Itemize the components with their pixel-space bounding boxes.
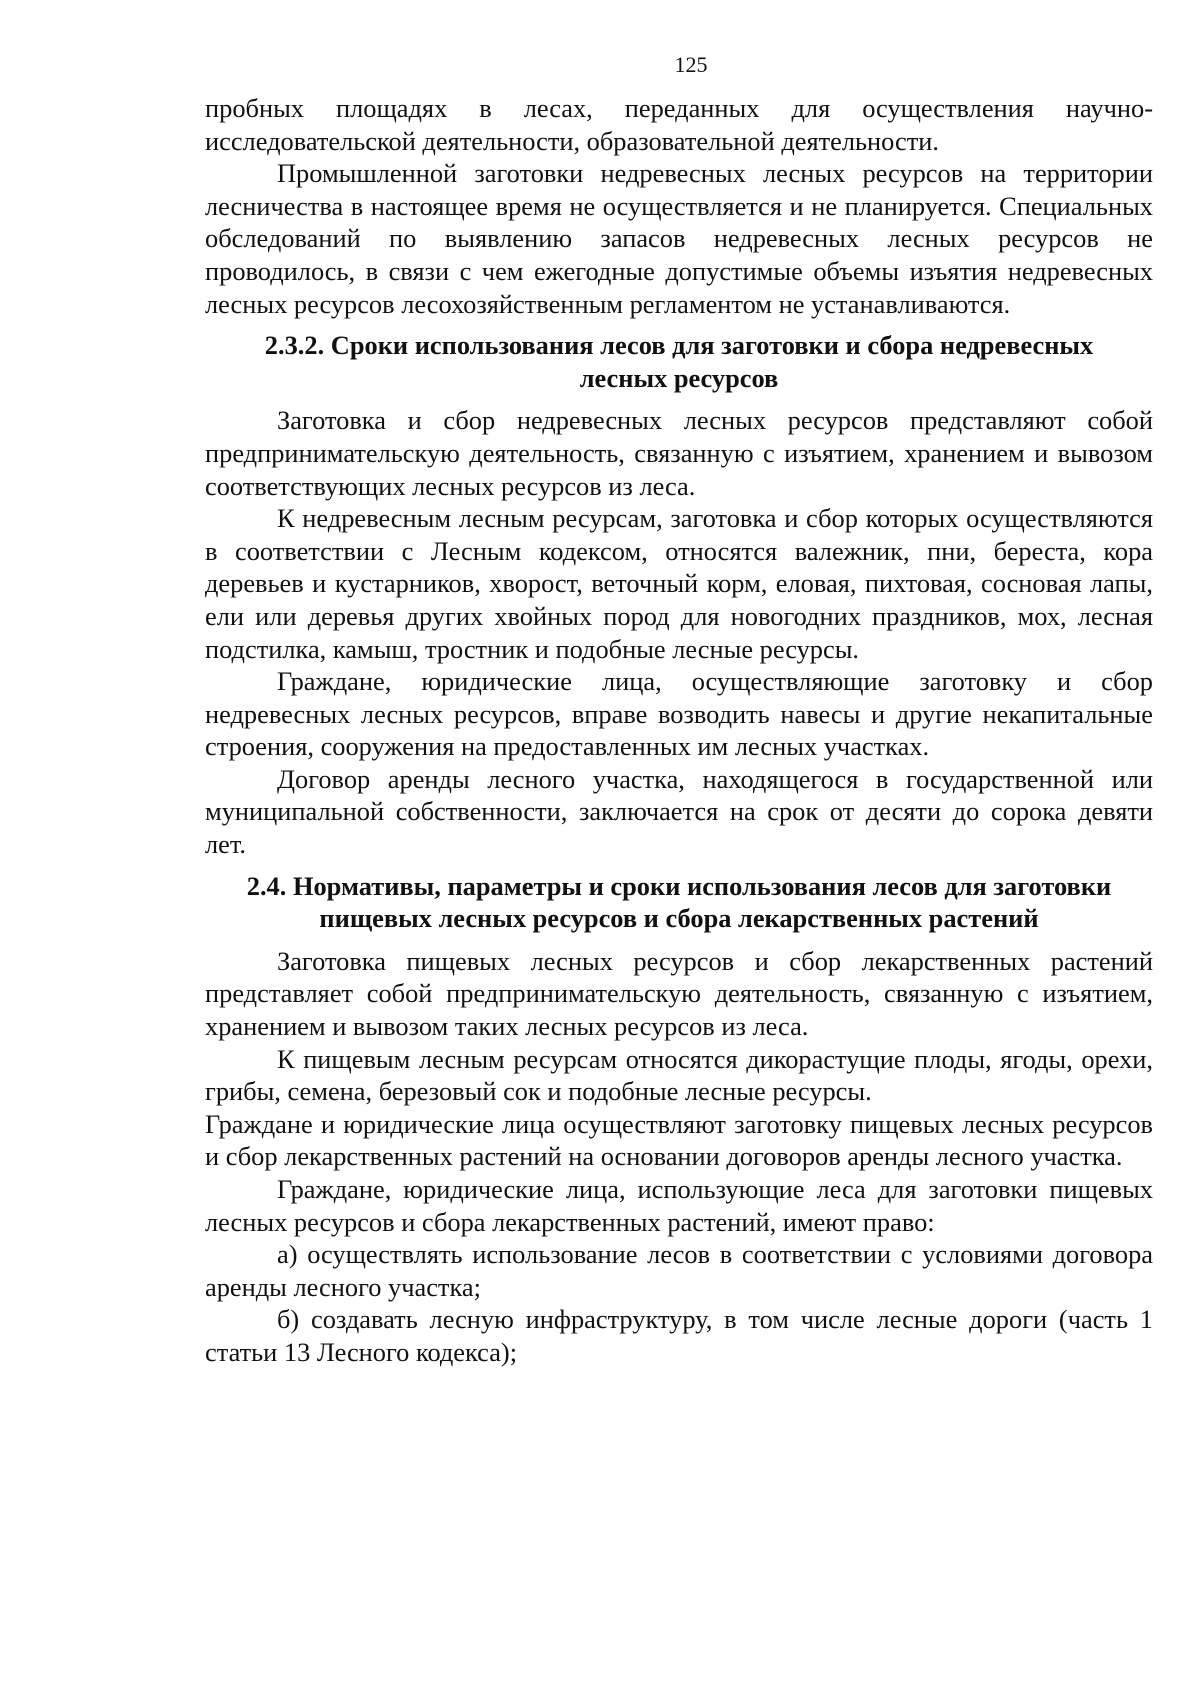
- paragraph-lease-term: Договор аренды лесного участка, находящегося в государственной или муниципальной собственности, заключается на срок от десяти до сорока девяти лет.: [205, 763, 1153, 860]
- section-heading-2-4: [205, 870, 1153, 935]
- list-item-b: б) создавать лесную инфраструктуру, в том числе лесные дороги (часть 1 статьи 13 Лесного кодекса);: [205, 1304, 1153, 1367]
- paragraph-food-resources-definition: Заготовка пищевых лесных ресурсов и сбор лекарственных растений представляет собой предпринимательскую деятельность, связанную с изъятием, хранением и вывозом таких лесных ресурсов из леса.: [205, 945, 1153, 1042]
- paragraph-harvesting-definition: Заготовка и сбор недревесных лесных ресурсов представляют собой предпринимательскую деятельность, связанную с изъятием, хранением и вывозом соответствующих лесных ресурсов из леса.: [205, 405, 1153, 501]
- paragraph-structures-right: Граждане, юридические лица, осуществляющие заготовку и сбор недревесных лесных ресурсов, вправе возводить навесы и другие некапитальные строения, сооружения на предоставленных им лесных участках.: [205, 666, 1153, 762]
- list-item-a: а) осуществлять использование лесов в соответствии с условиями договора аренды лесного участка;: [205, 1239, 1153, 1302]
- section-heading-line: 2.3.2. Сроки использования лесов для заготовки и сбора недревесных: [264, 330, 1094, 361]
- paragraph-lease-basis: Граждане и юридические лица осуществляют заготовку пищевых лесных ресурсов и сбор лекарственных растений на основании договоров аренды лесного участка.: [205, 1108, 1153, 1172]
- paragraph-continuation: пробных площадях в лесах, переданных для осуществления научно-исследовательской деятельности, образовательной деятельности.: [205, 93, 1153, 156]
- document-page: [205, 52, 1153, 1369]
- section-heading-line: лесных ресурсов: [579, 362, 779, 393]
- section-heading-line: пищевых лесных ресурсов и сбора лекарственных растений: [319, 903, 1039, 934]
- page-number: 125: [674, 52, 708, 77]
- paragraph-rights-intro: Граждане, юридические лица, использующие леса для заготовки пищевых лесных ресурсов и сбора лекарственных растений, имеют право:: [205, 1174, 1153, 1237]
- paragraph-industrial-harvesting: Промышленной заготовки недревесных лесных ресурсов на территории лесничества в настоящее время не осуществляется и не планируется. Специальных обследований по выявлению запасов недревесных лесных ресурсов не проводилось, в связи с чем ежегодные допустимые объемы изъятия недревесных лесных ресурсов лесохозяйственным регламентом не устанавливаются.: [205, 158, 1153, 319]
- paragraph-non-timber-resources-list: К недревесным лесным ресурсам, заготовка и сбор которых осуществляются в соответствии с Лесным кодексом, относятся валежник, пни, береста, кора деревьев и кустарников, хворост, веточный корм, еловая, пихтовая, сосновая лапы, ели или деревья других хвойных пород для новогодних праздников, мох, лесная подстилка, камыш, тростник и подобные лесные ресурсы.: [205, 503, 1153, 664]
- section-heading-2-3-2: [205, 329, 1153, 394]
- paragraph-food-resources-list: К пищевым лесным ресурсам относятся дикорастущие плоды, ягоды, орехи, грибы, семена, березовый сок и подобные лесные ресурсы.: [205, 1043, 1153, 1107]
- section-heading-line: 2.4. Нормативы, параметры и сроки использования лесов для заготовки: [246, 870, 1112, 901]
